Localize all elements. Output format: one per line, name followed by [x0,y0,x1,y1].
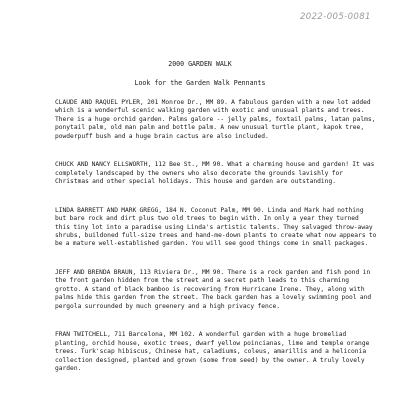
garden-entry-twitchell: FRAN TWITCHELL, 711 Barcelona, MM 102. A wonderful garden with a huge bromeliad planting, orchid house, exotic trees, dwarf yellow poincianas, lime and temple orange trees. Turk'scap hibiscus, Chinese hat, caladiums, coleus, amarillis and a heliconia collection designed, planted and grown (some from seed) by the owner. A truly lovely garden. [55,331,370,372]
garden-entry-pyler: CLAUDE AND RAQUEL PYLER, 201 Monroe Dr., MM 89. A fabulous garden with a new lot added which is a wonderful scenic walking garden with exotic and unusual plants and trees. There is a huge orchid garden. Palms galore -- jelly palms, foxtail palms, latan palms, ponytail palm, old man palm and bottle palm. A new unusual turtle plant, kapok tree, powderpuff bush and a huge brain cactus are also included. [55,99,376,140]
garden-entry-barrett-gregg: LINDA BARRETT AND MARK GREGG, 184 N. Coconut Palm, MM 90. Linda and Mark had nothing but bare rock and dirt plus two old trees to begin with. In only a year they turned this tiny lot into a paradise using Linda's artistic talents. They salvaged throw-away shrubs, buildoned full-size trees and hand-me-down plants to create what now appears to be a mature well-established garden. You will see good things come in small packages. [55,206,377,248]
document-title: 2000 GARDEN WALK [168,60,232,68]
garden-entry-braun: JEFF AND BRENDA BRAUN, 113 Riviera Dr., MM 90. There is a rock garden and fish pond in the front garden hidden from the street and a secret path leads to this charming grotto. A stand of black bamboo is recovering from Hurricane Irene. They, along with palms hide this garden from the street. The back garden has a lovely swimming pool and pergola surrounded by much greenery and a high privacy fence. [55,268,372,310]
garden-entry-ellsworth: CHUCK AND NANCY ELLSWORTH, 112 Bee St., MM 90. What a charming house and garden! It was completely landscaped by the owners who also decorate the grounds lavishly for Christmas and other special holidays. This house and garden are outstanding. [55,161,375,186]
archive-stamp: 2022-005-0081 [300,12,371,22]
garden-entries [55,99,377,373]
document-subtitle: Look for the Garden Walk Pennants [134,79,266,87]
